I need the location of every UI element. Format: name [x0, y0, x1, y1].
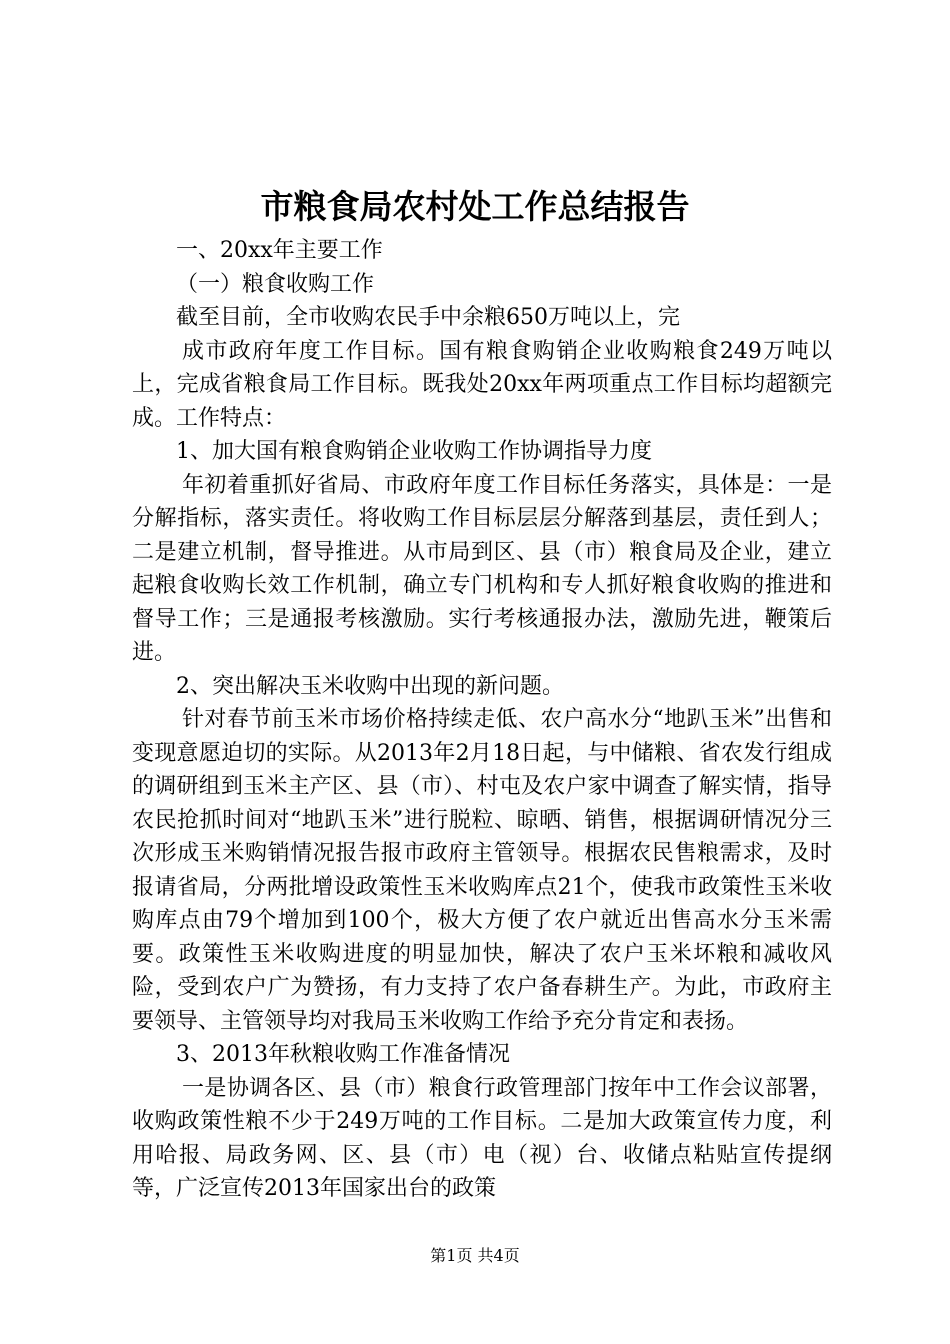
paragraph: 针对春节前玉米市场价格持续走低、农户高水分“地趴玉米”出售和变现意愿迫切的实际。从2013年2月18日起，与中储粮、省农发行组成的调研组到玉米主产区、县（市）、村屯及农户家中调查了解实情，指导农民抢抓时间对“地趴玉米”进行脱粒、晾晒、销售，根据调研情况分三次形成玉米购销情况报告报市政府主管领导。根据农民售粮需求，及时报请省局，分两批增设政策性玉米收购库点21个，使我市政策性玉米收购库点由79个增加到100个，极大方便了农户就近出售高水分玉米需要。政策性玉米收购进度的明显加快，解决了农户玉米坏粮和减收风险，受到农户广为赞扬，有力支持了农户备春耕生产。为此，市政府主要领导、主管领导均对我局玉米收购工作给予充分肯定和表扬。 — [132, 707, 832, 1034]
page-footer: 第1页 共4页 — [430, 1246, 520, 1265]
subsection-heading: （一）粮食收购工作 — [176, 271, 375, 297]
paragraph: 成市政府年度工作目标。国有粮食购销企业收购粮食249万吨以上，完成省粮食局工作目标。既我处20xx年两项重点工作目标均超额完成。工作特点： — [132, 338, 832, 431]
document-body — [132, 234, 832, 1206]
item-heading: 1、加大国有粮食购销企业收购工作协调指导力度 — [176, 439, 652, 464]
section-heading: 一、20xx年主要工作 — [176, 238, 383, 263]
item-heading: 2、突出解决玉米收购中出现的新问题。 — [176, 673, 564, 699]
paragraph: 截至目前，全市收购农民手中余粮650万吨以上，完 — [176, 305, 680, 330]
document-title: 市粮食局农村处工作总结报告 — [260, 187, 690, 226]
paragraph: 年初着重抓好省局、市政府年度工作目标任务落实，具体是：一是分解指标，落实责任。将收购工作目标层层分解落到基层，责任到人；二是建立机制，督导推进。从市局到区、县（市）粮食局及企业，建立起粮食收购长效工作机制，确立专门机构和专人抓好粮食收购的推进和督导工作；三是通报考核激励。实行考核通报办法，激励先进，鞭策后进。 — [132, 472, 832, 665]
paragraph: 一是协调各区、县（市）粮食行政管理部门按年中工作会议部署，收购政策性粮不少于249万吨的工作目标。二是加大政策宣传力度，利用哈报、局政务网、区、县（市）电（视）台、收储点粘贴宣传提纲等，广泛宣传2013年国家出台的政策 — [132, 1075, 832, 1201]
item-heading: 3、2013年秋粮收购工作准备情况 — [176, 1042, 510, 1067]
